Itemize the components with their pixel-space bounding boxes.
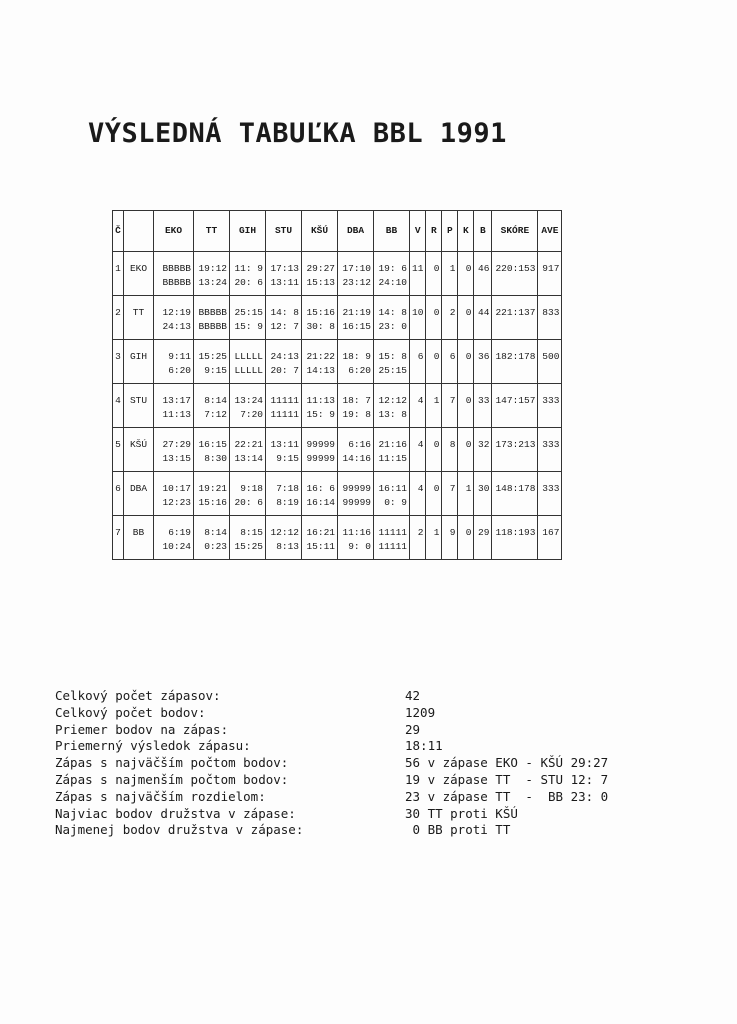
score-line: 20: 6 <box>234 277 263 288</box>
score-line: 11:15 <box>378 453 407 464</box>
score-line: 27:29 <box>162 439 191 450</box>
stat-value: 23 v zápase TT - BB 23: 0 <box>405 788 609 804</box>
header-cell: R <box>426 211 442 252</box>
match-score-cell <box>338 340 374 384</box>
k-cell: 0 <box>458 384 474 428</box>
rank-cell: 4 <box>113 384 124 428</box>
match-score-cell <box>338 516 374 560</box>
stat-label: Celkový počet bodov: <box>55 704 206 720</box>
k-cell: 0 <box>458 252 474 296</box>
score-line: 25:15 <box>378 365 407 376</box>
match-score-cell <box>154 428 194 472</box>
match-score-cell <box>302 516 338 560</box>
score-line: 11:16 <box>342 527 371 538</box>
score-line: 8:19 <box>276 497 299 508</box>
score-line: 6:16 <box>348 439 371 450</box>
rank-cell: 2 <box>113 296 124 340</box>
score-line: 8:30 <box>204 453 227 464</box>
score-line: 9:15 <box>204 365 227 376</box>
stat-row <box>55 738 608 755</box>
score-line: 12:19 <box>162 307 191 318</box>
match-score-cell <box>154 516 194 560</box>
points-cell: 32 <box>474 428 492 472</box>
team-name-cell: DBA <box>124 472 154 516</box>
score-line: 19:21 <box>198 483 227 494</box>
wins-cell: 2 <box>410 516 426 560</box>
losses-cell: 7 <box>442 384 458 428</box>
score-line: 17:10 <box>342 263 371 274</box>
losses-cell: 7 <box>442 472 458 516</box>
points-cell: 29 <box>474 516 492 560</box>
score-line: 24:10 <box>378 277 407 288</box>
match-score-cell <box>302 340 338 384</box>
wins-cell: 4 <box>410 472 426 516</box>
header-cell: V <box>410 211 426 252</box>
header-cell: STU <box>266 211 302 252</box>
wins-cell: 4 <box>410 384 426 428</box>
draws-cell: 0 <box>426 340 442 384</box>
rank-cell: 6 <box>113 472 124 516</box>
team-name-cell: BB <box>124 516 154 560</box>
score-line: LLLLL <box>234 365 263 376</box>
score-line: 16:11 <box>378 483 407 494</box>
score-line: 12:23 <box>162 497 191 508</box>
k-cell: 0 <box>458 428 474 472</box>
draws-cell: 1 <box>426 516 442 560</box>
match-score-cell <box>266 472 302 516</box>
rank-cell: 7 <box>113 516 124 560</box>
match-score-cell <box>374 428 410 472</box>
losses-cell: 2 <box>442 296 458 340</box>
match-score-cell <box>338 384 374 428</box>
score-line: 15:25 <box>198 351 227 362</box>
score-line: 9:11 <box>168 351 191 362</box>
match-score-cell <box>154 472 194 516</box>
draws-cell: 0 <box>426 428 442 472</box>
stat-row <box>55 705 608 722</box>
header-cell: TT <box>194 211 230 252</box>
stat-value: 0 BB proti TT <box>405 822 511 838</box>
score-line: BBBBB <box>162 277 191 288</box>
score-total-cell: 182:178 <box>492 340 538 384</box>
score-line: 15: 8 <box>378 351 407 362</box>
score-line: 11111 <box>270 409 299 420</box>
match-score-cell <box>302 384 338 428</box>
table-header-row <box>113 211 562 252</box>
losses-cell: 9 <box>442 516 458 560</box>
draws-cell: 0 <box>426 252 442 296</box>
score-line: 0: 9 <box>384 497 407 508</box>
stat-label: Najviac bodov družstva v zápase: <box>55 805 296 821</box>
match-score-cell <box>374 340 410 384</box>
points-cell: 44 <box>474 296 492 340</box>
match-score-cell <box>374 516 410 560</box>
team-name-cell: TT <box>124 296 154 340</box>
average-cell: 917 <box>538 252 562 296</box>
score-line: 21:19 <box>342 307 371 318</box>
draws-cell: 0 <box>426 296 442 340</box>
team-name-cell: KŠÚ <box>124 428 154 472</box>
match-score-cell <box>266 252 302 296</box>
table-row <box>113 252 562 296</box>
score-line: 6:20 <box>168 365 191 376</box>
stat-label: Priemerný výsledok zápasu: <box>55 738 251 754</box>
match-score-cell <box>230 428 266 472</box>
score-line: 99999 <box>306 453 335 464</box>
score-line: 13:14 <box>234 453 263 464</box>
score-line: 11111 <box>378 527 407 538</box>
stat-label: Zápas s najmenším počtom bodov: <box>55 771 289 787</box>
stat-row <box>55 755 608 772</box>
rank-cell: 3 <box>113 340 124 384</box>
stat-value: 42 <box>405 688 421 703</box>
results-table <box>112 210 562 560</box>
draws-cell: 1 <box>426 384 442 428</box>
stat-label: Najmenej bodov družstva v zápase: <box>55 822 304 838</box>
stat-label: Celkový počet zápasov: <box>55 688 221 703</box>
score-line: 9:15 <box>276 453 299 464</box>
score-line: 15:25 <box>234 541 263 552</box>
average-cell: 500 <box>538 340 562 384</box>
match-score-cell <box>374 472 410 516</box>
table-row <box>113 384 562 428</box>
match-score-cell <box>374 384 410 428</box>
score-line: 17:13 <box>270 263 299 274</box>
match-score-cell <box>230 516 266 560</box>
score-line: 16:15 <box>198 439 227 450</box>
score-line: 13:15 <box>162 453 191 464</box>
header-cell: BB <box>374 211 410 252</box>
match-score-cell <box>194 252 230 296</box>
table-row <box>113 472 562 516</box>
match-score-cell <box>194 516 230 560</box>
match-score-cell <box>338 252 374 296</box>
k-cell: 1 <box>458 472 474 516</box>
score-line: 21:22 <box>306 351 335 362</box>
score-line: 10:17 <box>162 483 191 494</box>
score-line: 11: 9 <box>234 263 263 274</box>
stat-label: Zápas s najväčším rozdielom: <box>55 788 266 804</box>
k-cell: 0 <box>458 516 474 560</box>
score-line: 14: 8 <box>378 307 407 318</box>
match-score-cell <box>338 296 374 340</box>
score-line: 9: 0 <box>348 541 371 552</box>
score-line: 15: 9 <box>306 409 335 420</box>
score-line: 8:14 <box>204 395 227 406</box>
score-line: 24:13 <box>270 351 299 362</box>
statistics-summary <box>55 688 608 839</box>
score-line: 13: 8 <box>378 409 407 420</box>
score-line: 13:11 <box>270 277 299 288</box>
stat-value: 1209 <box>405 704 436 720</box>
score-line: 23: 0 <box>378 321 407 332</box>
score-line: LLLLL <box>234 351 263 362</box>
match-score-cell <box>266 340 302 384</box>
losses-cell: 6 <box>442 340 458 384</box>
match-score-cell <box>338 472 374 516</box>
score-line: 25:15 <box>234 307 263 318</box>
score-line: 29:27 <box>306 263 335 274</box>
points-cell: 33 <box>474 384 492 428</box>
average-cell: 333 <box>538 384 562 428</box>
table-row <box>113 340 562 384</box>
team-name-cell: EKO <box>124 252 154 296</box>
header-cell: AVE <box>538 211 562 252</box>
score-line: 16:15 <box>342 321 371 332</box>
match-score-cell <box>302 252 338 296</box>
match-score-cell <box>230 340 266 384</box>
score-line: 20: 7 <box>270 365 299 376</box>
stat-label: Zápas s najväčším počtom bodov: <box>55 755 289 771</box>
score-line: 16:14 <box>306 497 335 508</box>
header-cell: B <box>474 211 492 252</box>
average-cell: 833 <box>538 296 562 340</box>
match-score-cell <box>338 428 374 472</box>
score-line: 16:21 <box>306 527 335 538</box>
score-line: 13:24 <box>198 277 227 288</box>
score-line: 15:11 <box>306 541 335 552</box>
match-score-cell <box>230 472 266 516</box>
score-line: 8:15 <box>240 527 263 538</box>
score-line: 15:16 <box>198 497 227 508</box>
header-cell: K <box>458 211 474 252</box>
score-line: 24:13 <box>162 321 191 332</box>
score-line: 19: 8 <box>342 409 371 420</box>
average-cell: 333 <box>538 472 562 516</box>
score-line: 12: 7 <box>270 321 299 332</box>
stat-label: Priemer bodov na zápas: <box>55 721 229 737</box>
score-line: BBBBB <box>198 321 227 332</box>
score-line: 6:20 <box>348 365 371 376</box>
match-score-cell <box>194 384 230 428</box>
score-line: 12:12 <box>270 527 299 538</box>
stat-value: 30 TT proti KŠÚ <box>405 805 518 821</box>
team-name-cell: STU <box>124 384 154 428</box>
score-line: 13:24 <box>234 395 263 406</box>
points-cell: 46 <box>474 252 492 296</box>
header-cell: GIH <box>230 211 266 252</box>
page-title: VÝSLEDNÁ TABUĽKA BBL 1991 <box>88 118 507 149</box>
score-line: 21:16 <box>378 439 407 450</box>
match-score-cell <box>266 516 302 560</box>
match-score-cell <box>154 252 194 296</box>
header-cell: EKO <box>154 211 194 252</box>
team-name-cell: GIH <box>124 340 154 384</box>
points-cell: 30 <box>474 472 492 516</box>
stat-row <box>55 772 608 789</box>
score-line: BBBBB <box>162 263 191 274</box>
stat-row <box>55 722 608 739</box>
match-score-cell <box>374 296 410 340</box>
match-score-cell <box>266 384 302 428</box>
rank-cell: 1 <box>113 252 124 296</box>
score-line: 19: 6 <box>378 263 407 274</box>
table-row <box>113 296 562 340</box>
score-line: 18: 9 <box>342 351 371 362</box>
score-line: 7:12 <box>204 409 227 420</box>
average-cell: 167 <box>538 516 562 560</box>
score-line: 8:14 <box>204 527 227 538</box>
score-line: 99999 <box>342 497 371 508</box>
score-line: 10:24 <box>162 541 191 552</box>
score-line: 13:11 <box>270 439 299 450</box>
score-line: 99999 <box>306 439 335 450</box>
score-line: 19:12 <box>198 263 227 274</box>
score-line: 7:18 <box>276 483 299 494</box>
header-cell <box>124 211 154 252</box>
stat-row <box>55 688 608 705</box>
match-score-cell <box>230 296 266 340</box>
draws-cell: 0 <box>426 472 442 516</box>
score-line: 11111 <box>378 541 407 552</box>
stat-row <box>55 789 608 806</box>
score-line: 22:21 <box>234 439 263 450</box>
match-score-cell <box>374 252 410 296</box>
score-line: 16: 6 <box>306 483 335 494</box>
match-score-cell <box>302 472 338 516</box>
score-total-cell: 147:157 <box>492 384 538 428</box>
match-score-cell <box>194 428 230 472</box>
score-line: 30: 8 <box>306 321 335 332</box>
wins-cell: 10 <box>410 296 426 340</box>
header-cell: KŠÚ <box>302 211 338 252</box>
match-score-cell <box>302 428 338 472</box>
score-line: 23:12 <box>342 277 371 288</box>
match-score-cell <box>154 384 194 428</box>
header-cell: SKÓRE <box>492 211 538 252</box>
score-line: 8:13 <box>276 541 299 552</box>
score-line: BBBBB <box>198 307 227 318</box>
match-score-cell <box>154 296 194 340</box>
stat-value: 56 v zápase EKO - KŠÚ 29:27 <box>405 755 609 771</box>
stat-value: 29 <box>405 721 421 737</box>
score-line: 0:23 <box>204 541 227 552</box>
match-score-cell <box>194 340 230 384</box>
k-cell: 0 <box>458 296 474 340</box>
match-score-cell <box>230 252 266 296</box>
match-score-cell <box>154 340 194 384</box>
wins-cell: 11 <box>410 252 426 296</box>
wins-cell: 4 <box>410 428 426 472</box>
score-line: 11:13 <box>306 395 335 406</box>
score-total-cell: 118:193 <box>492 516 538 560</box>
score-line: 6:19 <box>168 527 191 538</box>
match-score-cell <box>302 296 338 340</box>
score-line: 7:20 <box>240 409 263 420</box>
score-line: 14:13 <box>306 365 335 376</box>
results-table-body <box>113 252 562 560</box>
rank-cell: 5 <box>113 428 124 472</box>
match-score-cell <box>194 472 230 516</box>
match-score-cell <box>194 296 230 340</box>
score-total-cell: 221:137 <box>492 296 538 340</box>
score-line: 14: 8 <box>270 307 299 318</box>
table-row <box>113 516 562 560</box>
table-row <box>113 428 562 472</box>
score-line: 11:13 <box>162 409 191 420</box>
losses-cell: 1 <box>442 252 458 296</box>
match-score-cell <box>266 296 302 340</box>
header-cell: Č <box>113 211 124 252</box>
score-line: 13:17 <box>162 395 191 406</box>
losses-cell: 8 <box>442 428 458 472</box>
match-score-cell <box>266 428 302 472</box>
stat-row <box>55 806 608 823</box>
stat-row <box>55 822 608 839</box>
header-cell: P <box>442 211 458 252</box>
score-line: 15: 9 <box>234 321 263 332</box>
score-total-cell: 173:213 <box>492 428 538 472</box>
stat-value: 18:11 <box>405 738 443 754</box>
score-line: 15:13 <box>306 277 335 288</box>
score-line: 9:18 <box>240 483 263 494</box>
average-cell: 333 <box>538 428 562 472</box>
score-total-cell: 220:153 <box>492 252 538 296</box>
score-line: 20: 6 <box>234 497 263 508</box>
score-line: 15:16 <box>306 307 335 318</box>
stat-value: 19 v zápase TT - STU 12: 7 <box>405 771 609 787</box>
header-cell: DBA <box>338 211 374 252</box>
score-line: 18: 7 <box>342 395 371 406</box>
wins-cell: 6 <box>410 340 426 384</box>
score-line: 14:16 <box>342 453 371 464</box>
score-line: 11111 <box>270 395 299 406</box>
k-cell: 0 <box>458 340 474 384</box>
score-line: 99999 <box>342 483 371 494</box>
score-total-cell: 148:178 <box>492 472 538 516</box>
match-score-cell <box>230 384 266 428</box>
points-cell: 36 <box>474 340 492 384</box>
score-line: 12:12 <box>378 395 407 406</box>
